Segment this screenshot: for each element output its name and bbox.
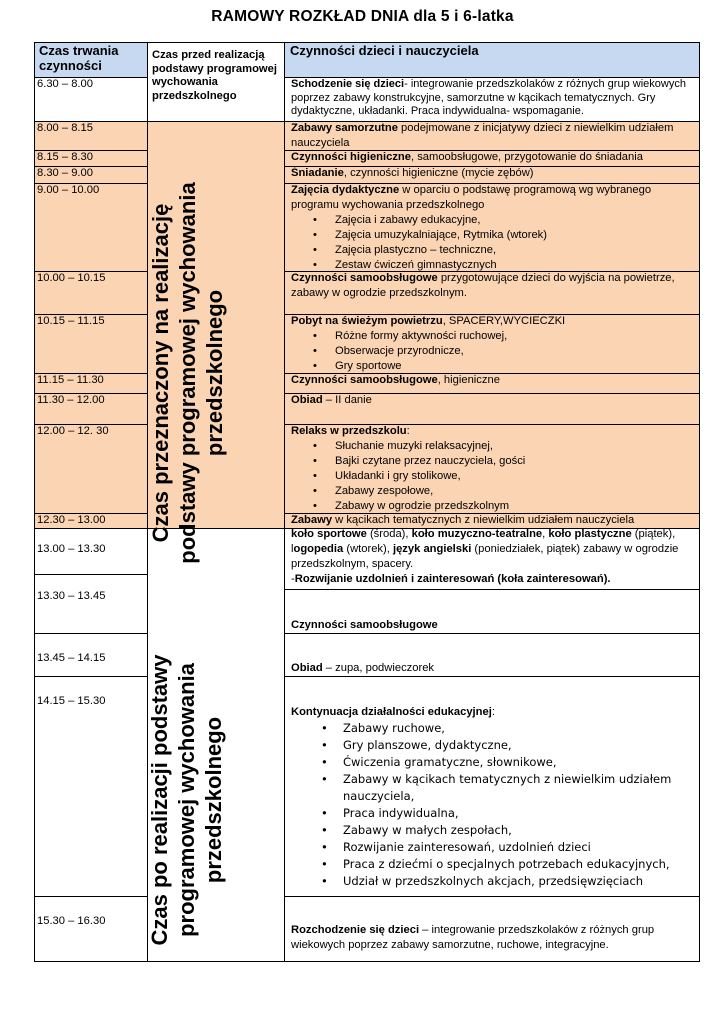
- activity-title: Rozchodzenie się dzieci: [291, 924, 420, 936]
- activity-title: Obiad: [291, 662, 323, 674]
- activity-description: – II danie: [322, 394, 372, 406]
- list-item: • Praca z dziećmi o specjalnych potrzebach edukacyjnych,: [291, 856, 695, 873]
- activity-cell: [285, 314, 699, 374]
- time-cell: 13.30 – 13.45: [37, 590, 106, 602]
- activity-description: :: [406, 425, 410, 437]
- time-cell: 8.00 – 8.15: [37, 122, 93, 134]
- activity-description: , czynności higieniczne (mycie zębów): [343, 167, 534, 179]
- activity-description: :: [491, 706, 495, 718]
- activity-description: , higieniczne: [437, 374, 500, 386]
- list-item: • Układanki i gry stolikowe,: [291, 469, 695, 484]
- header-time-column: Czas trwania czynności: [39, 43, 119, 73]
- activity-title: Pobyt na świeżym powietrzu: [291, 315, 443, 327]
- time-cell: 12.00 – 12. 30: [37, 425, 109, 437]
- time-cell: 11.30 – 12.00: [37, 394, 105, 406]
- activity-description: przygotowujące dzieci do wyjścia na powietrze, zabawy w ogrodzie przedszkolnym.: [291, 272, 675, 299]
- activity-cell: [285, 373, 699, 388]
- time-cell: 10.15 – 11.15: [37, 315, 105, 327]
- activity-cell: [285, 150, 699, 165]
- activity-cell: [285, 78, 699, 119]
- activity-title: Śniadanie: [291, 167, 344, 179]
- list-item: • Gry planszowe, dydaktyczne,: [291, 737, 695, 754]
- activity-list: [291, 329, 695, 374]
- activity-title: ogopedia: [293, 543, 344, 555]
- activity-list: [291, 720, 695, 890]
- activity-cell: [285, 513, 699, 528]
- activity-description: – integrowanie przedszkolaków z różnych grup wiekowych poprzez zabawy samorzutne, ruchowe, integracyjne.: [291, 924, 655, 951]
- list-item: • Zabawy ruchowe,: [291, 720, 695, 737]
- activity-title: Zabawy samorzutne: [291, 122, 398, 134]
- activity-title: Obiad: [291, 394, 323, 406]
- activity-description: (poniedziałek, piątek) zabawy w ogrodzie przedszkolnym, spacery.: [291, 543, 679, 570]
- activity-title: koło muzyczno-teatralne: [411, 528, 543, 540]
- list-item: • Słuchanie muzyki relaksacyjnej,: [291, 439, 695, 454]
- activity-title: Czynności higieniczne: [291, 151, 411, 163]
- activity-list: [291, 439, 695, 514]
- activity-title: Rozwijanie uzdolnień i zainteresowań (koła zainteresowań).: [294, 573, 611, 585]
- activity-cell: [285, 121, 699, 151]
- activity-title: Zabawy: [291, 514, 333, 526]
- activity-cell: [285, 166, 699, 181]
- header-activities-column: Czynności dzieci i nauczyciela: [290, 43, 479, 58]
- list-item: • Zajęcia i zabawy edukacyjne,: [291, 213, 695, 228]
- activity-description: podejmowane z inicjatywy dzieci z niewielkim udziałem nauczyciela: [291, 122, 674, 149]
- vertical-label-core-time: Czas przeznaczony na realizację podstawy programowej wychowania przedszkolnego: [147, 182, 227, 564]
- activity-description: (środa),: [366, 528, 412, 540]
- activity-description: -: [291, 573, 295, 585]
- vertical-label-after-core-time: Czas po realizacji podstawy programowej wychowania przedszkolnego: [146, 654, 226, 946]
- activity-cell: [285, 393, 699, 408]
- time-cell: 14.15 – 15.30: [37, 695, 106, 707]
- activity-title: Czynności samoobsługowe: [291, 374, 438, 386]
- list-item: • Udział w przedszkolnych akcjach, przedsięwzięciach: [291, 873, 695, 890]
- activity-list: [291, 213, 695, 273]
- list-item: • Praca indywidualna,: [291, 805, 695, 822]
- list-item: • Zajęcia umuzykalniające, Rytmika (wtorek): [291, 228, 695, 243]
- activity-cell: [285, 527, 699, 587]
- activity-title: Relaks w przedszkolu: [291, 425, 407, 437]
- header-before-core-column: Czas przed realizacją podstawy programowej wychowania przedszkolnego: [152, 49, 277, 102]
- time-cell: 10.00 – 10.15: [37, 272, 106, 284]
- list-item: • Zajęcia plastyczno – techniczne,: [291, 243, 695, 258]
- activity-cell: [285, 661, 699, 676]
- activity-title: koło plastyczne: [548, 528, 632, 540]
- time-cell: 11.15 – 11.30: [37, 374, 104, 386]
- activity-description: , samoobsługowe, przygotowanie do śniadania: [410, 151, 643, 163]
- time-cell: 9.00 – 10.00: [37, 184, 100, 196]
- activity-cell: [285, 705, 699, 890]
- activity-cell: [285, 923, 699, 953]
- list-item: • Obserwacje przyrodnicze,: [291, 344, 695, 359]
- activity-description: , SPACERY,WYCIECZKI: [442, 315, 566, 327]
- activity-cell: [285, 271, 699, 301]
- list-item: • Zabawy w kącikach tematycznych z niewielkim udziałem nauczyciela,: [291, 771, 695, 805]
- activity-cell: [285, 618, 699, 633]
- activity-title: koło sportowe: [291, 528, 367, 540]
- activity-title: język angielski: [392, 543, 472, 555]
- time-cell: 6.30 – 8.00: [37, 78, 93, 90]
- list-item: • Zabawy w małych zespołach,: [291, 822, 695, 839]
- activity-description: – zupa, podwieczorek: [322, 662, 435, 674]
- activity-description: w kącikach tematycznych z niewielkim udziałem nauczyciela: [332, 514, 635, 526]
- list-item: • Zestaw ćwiczeń gimnastycznych: [291, 258, 695, 273]
- time-cell: 8.15 – 8.30: [37, 151, 93, 163]
- activity-description: (piątek), l: [291, 528, 676, 555]
- activity-title: Kontynuacja działalności edukacyjnej: [291, 706, 492, 718]
- list-item: • Rozwijanie zainteresowań, uzdolnień dzieci: [291, 839, 695, 856]
- time-cell: 13.45 – 14.15: [37, 652, 106, 664]
- list-item: • Różne formy aktywności ruchowej,: [291, 329, 695, 344]
- page-title: RAMOWY ROZKŁAD DNIA dla 5 i 6-latka: [211, 8, 514, 25]
- activity-title: Schodzenie się dzieci: [291, 78, 405, 90]
- activity-title: Zajęcia dydaktyczne: [291, 184, 400, 196]
- time-cell: 15.30 – 16.30: [37, 915, 106, 927]
- activity-description: w oparciu o podstawę programową wg wybranego programu wychowania przedszkolnego: [291, 184, 652, 211]
- activity-description: ,: [542, 528, 549, 540]
- list-item: • Ćwiczenia gramatyczne, słownikowe,: [291, 754, 695, 771]
- list-item: • Zabawy w ogrodzie przedszkolnym: [291, 499, 695, 514]
- time-cell: 13.00 – 13.30: [37, 543, 106, 555]
- list-item: • Bajki czytane przez nauczyciela, gości: [291, 454, 695, 469]
- time-cell: 12.30 – 13.00: [37, 514, 106, 526]
- activity-description: - integrowanie przedszkolaków z różnych grup wiekowych poprzez zabawy konstrukcyjne, samorzutne w kącikach tematycznych. Gry dydaktyczne, układanki. Praca indywidualna- wspomaganie.: [291, 78, 686, 117]
- list-item: • Gry sportowe: [291, 359, 695, 374]
- activity-title: Czynności samoobsługowe: [291, 272, 438, 284]
- list-item: • Zabawy zespołowe,: [291, 484, 695, 499]
- activity-title: Czynności samoobsługowe: [291, 619, 438, 631]
- activity-description: (wtorek),: [343, 543, 393, 555]
- activity-cell: [285, 183, 699, 273]
- activity-cell: [285, 424, 699, 514]
- time-cell: 8.30 – 9.00: [37, 167, 93, 179]
